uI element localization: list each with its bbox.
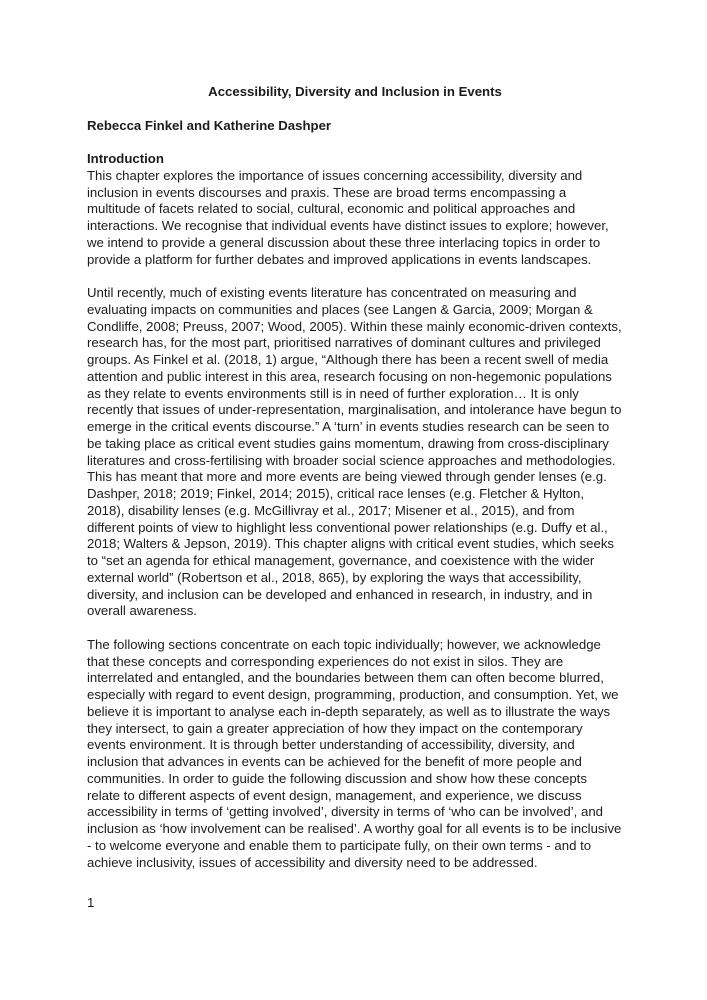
document-title: Accessibility, Diversity and Inclusion in Events — [208, 84, 502, 99]
paragraph-3: The following sections concentrate on each topic individually; however, we acknowledge that these concepts and corresponding experiences do not exist in silos. They are interrelated and entangled, and the boundaries between them can often become blurred, especially with regard to event design, programming, production, and consumption. Yet, we believe it is important to analyse each in-depth separately, as well as to illustrate the ways they intersect, to gain a greater appreciation of how they impact on the contemporary events environment. It is through better understanding of accessibility, diversity, and inclusion that advances in events can be achieved for the benefit of more people and communities. In order to guide the following discussion and show how these concepts relate to different aspects of event design, management, and experience, we discuss accessibility in terms of ‘getting involved’, diversity in terms of ‘who can be involved’, and inclusion as ‘how involvement can be realised’. A worthy goal for all events is to be inclusive - to welcome everyone and enable them to participate fully, on their own terms - and to achieve inclusivity, issues of accessibility and diversity need to be addressed. — [87, 636, 622, 870]
section-heading-introduction: Introduction — [87, 151, 164, 166]
page-number: 1 — [87, 895, 95, 910]
page-content — [87, 84, 623, 888]
paragraph-1: This chapter explores the importance of issues concerning accessibility, diversity and inclusion in events discourses and praxis. These are broad terms encompassing a multitude of facets related to social, cultural, economic and political approaches and interactions. We recognise that individual events have distinct issues to explore; however, we intend to provide a general discussion about these three interlacing topics in order to provide a platform for further debates and improved applications in events landscapes. — [87, 167, 609, 267]
document-authors: Rebecca Finkel and Katherine Dashper — [87, 117, 332, 133]
paragraph-2: Until recently, much of existing events literature has concentrated on measuring and evaluating impacts on communities and places (see Langen & Garcia, 2009; Morgan & Condliffe, 2008; Preuss, 2007; Wood, 2005). Within these mainly economic-driven contexts, research has, for the most part, prioritised narratives of dominant cultures and privileged groups. As Finkel et al. (2018, 1) argue, “Although there has been a recent swell of media attention and public interest in this area, research focusing on non-hegemonic populations as they relate to events environments still is in need of further exploration… It is only recently that issues of under-representation, marginalisation, and intolerance have begun to emerge in the critical events discourse.” A ‘turn’ in events studies research can be seen to be taking place as critical event studies gains momentum, drawing from cross-disciplinary literatures and cross-fertilising with broader social science approaches and methodologies. This has meant that more and more events are being viewed through gender lenses (e.g. Dashper, 2018; 2019; Finkel, 2014; 2015), critical race lenses (e.g. Fletcher & Hylton, 2018), disability lenses (e.g. McGillivray et al., 2017; Misener et al., 2015), and from different points of view to highlight less conventional power relationships (e.g. Duffy et al., 2018; Walters & Jepson, 2019). This chapter aligns with critical event studies, which seeks to “set an agenda for ethical management, governance, and coexistence with the wider external world” (Robertson et al., 2018, 865), by exploring the ways that accessibility, diversity, and inclusion can be developed and enhanced in research, in industry, and in overall awareness. — [87, 285, 622, 619]
